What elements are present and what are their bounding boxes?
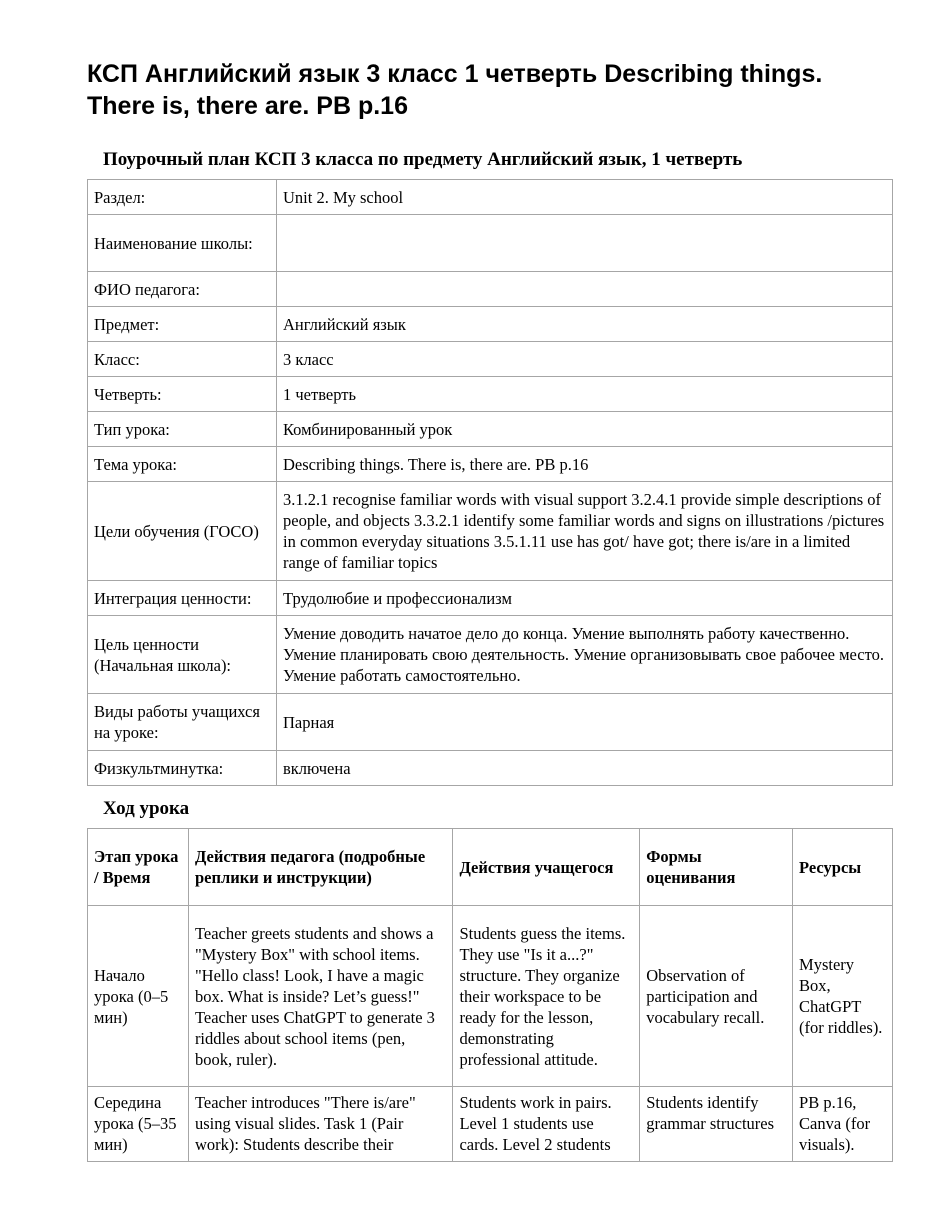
info-value: Describing things. There is, there are. PB p.16 xyxy=(277,447,893,482)
info-value xyxy=(277,272,893,307)
teacher-actions-cell: Teacher greets students and shows a "Mystery Box" with school items. "Hello class! Look, I have a magic box. What is inside? Let’s guess!" Teacher uses ChatGPT to generate 3 riddles about school items (pen, book, ruler). xyxy=(188,906,453,1087)
table-row xyxy=(88,215,893,272)
info-value: Английский язык xyxy=(277,307,893,342)
table-row xyxy=(88,1087,893,1162)
info-value: Умение доводить начатое дело до конца. Умение выполнять работу качественно. Умение планировать свою деятельность. Умение организовывать свое рабочее место. Умение работать самостоятельно. xyxy=(277,616,893,694)
info-label: Раздел: xyxy=(88,180,277,215)
column-header-teacher-actions: Действия педагога (подробные реплики и инструкции) xyxy=(188,829,453,906)
info-value: Парная xyxy=(277,694,893,751)
table-row xyxy=(88,307,893,342)
info-value: Комбинированный урок xyxy=(277,412,893,447)
lesson-info-table xyxy=(87,179,893,786)
table-row xyxy=(88,482,893,581)
assessment-cell: Observation of participation and vocabulary recall. xyxy=(640,906,793,1087)
resources-cell: Mystery Box, ChatGPT (for riddles). xyxy=(793,906,893,1087)
stage-cell: Начало урока (0–5 мин) xyxy=(88,906,189,1087)
table-row xyxy=(88,180,893,215)
lesson-progress-heading: Ход урока xyxy=(103,798,190,819)
info-label: Четверть: xyxy=(88,377,277,412)
column-header-resources: Ресурсы xyxy=(793,829,893,906)
table-row xyxy=(88,272,893,307)
info-label: ФИО педагога: xyxy=(88,272,277,307)
info-label: Цели обучения (ГОСО) xyxy=(88,482,277,581)
column-header-assessment: Формы оценивания xyxy=(640,829,793,906)
plan-subtitle: Поурочный план КСП 3 класса по предмету Английский язык, 1 четверть xyxy=(103,149,743,170)
student-actions-cell: Students guess the items. They use "Is it a...?" structure. They organize their workspace to be ready for the lesson, demonstrating professional attitude. xyxy=(453,906,640,1087)
info-label: Предмет: xyxy=(88,307,277,342)
table-row xyxy=(88,412,893,447)
table-row xyxy=(88,616,893,694)
info-label: Интеграция ценности: xyxy=(88,581,277,616)
table-row xyxy=(88,447,893,482)
info-label: Тип урока: xyxy=(88,412,277,447)
info-value: 1 четверть xyxy=(277,377,893,412)
table-row xyxy=(88,377,893,412)
info-label: Тема урока: xyxy=(88,447,277,482)
info-value: 3.1.2.1 recognise familiar words with visual support 3.2.4.1 provide simple descriptions of people, and objects 3.3.2.1 identify some familiar words and signs on illustrations /pictures in common everyday situations 3.5.1.11 use has got/ have got; there is/are in a limited range of familiar topics xyxy=(277,482,893,581)
info-value: Unit 2. My school xyxy=(277,180,893,215)
info-label: Класс: xyxy=(88,342,277,377)
table-row xyxy=(88,694,893,751)
teacher-actions-cell: Teacher introduces "There is/are" using visual slides. Task 1 (Pair work): Students describe their xyxy=(188,1087,453,1162)
table-row xyxy=(88,751,893,786)
resources-cell: PB p.16, Canva (for visuals). xyxy=(793,1087,893,1162)
info-label: Наименование школы: xyxy=(88,215,277,272)
info-value: 3 класс xyxy=(277,342,893,377)
table-header-row xyxy=(88,829,893,906)
page-title: КСП Английский язык 3 класс 1 четверть Describing things. There is, there are. PB p.16 xyxy=(87,60,823,120)
assessment-cell: Students identify grammar structures xyxy=(640,1087,793,1162)
info-label: Физкультминутка: xyxy=(88,751,277,786)
info-value: Трудолюбие и профессионализм xyxy=(277,581,893,616)
student-actions-cell: Students work in pairs. Level 1 students use cards. Level 2 students xyxy=(453,1087,640,1162)
stage-cell: Середина урока (5–35 мин) xyxy=(88,1087,189,1162)
table-row xyxy=(88,581,893,616)
column-header-stage: Этап урока / Время xyxy=(88,829,189,906)
lesson-progress-table xyxy=(87,828,893,1162)
info-label: Виды работы учащихся на уроке: xyxy=(88,694,277,751)
info-value: включена xyxy=(277,751,893,786)
info-label: Цель ценности (Начальная школа): xyxy=(88,616,277,694)
table-row xyxy=(88,342,893,377)
column-header-student-actions: Действия учащегося xyxy=(453,829,640,906)
info-value xyxy=(277,215,893,272)
table-row xyxy=(88,906,893,1087)
